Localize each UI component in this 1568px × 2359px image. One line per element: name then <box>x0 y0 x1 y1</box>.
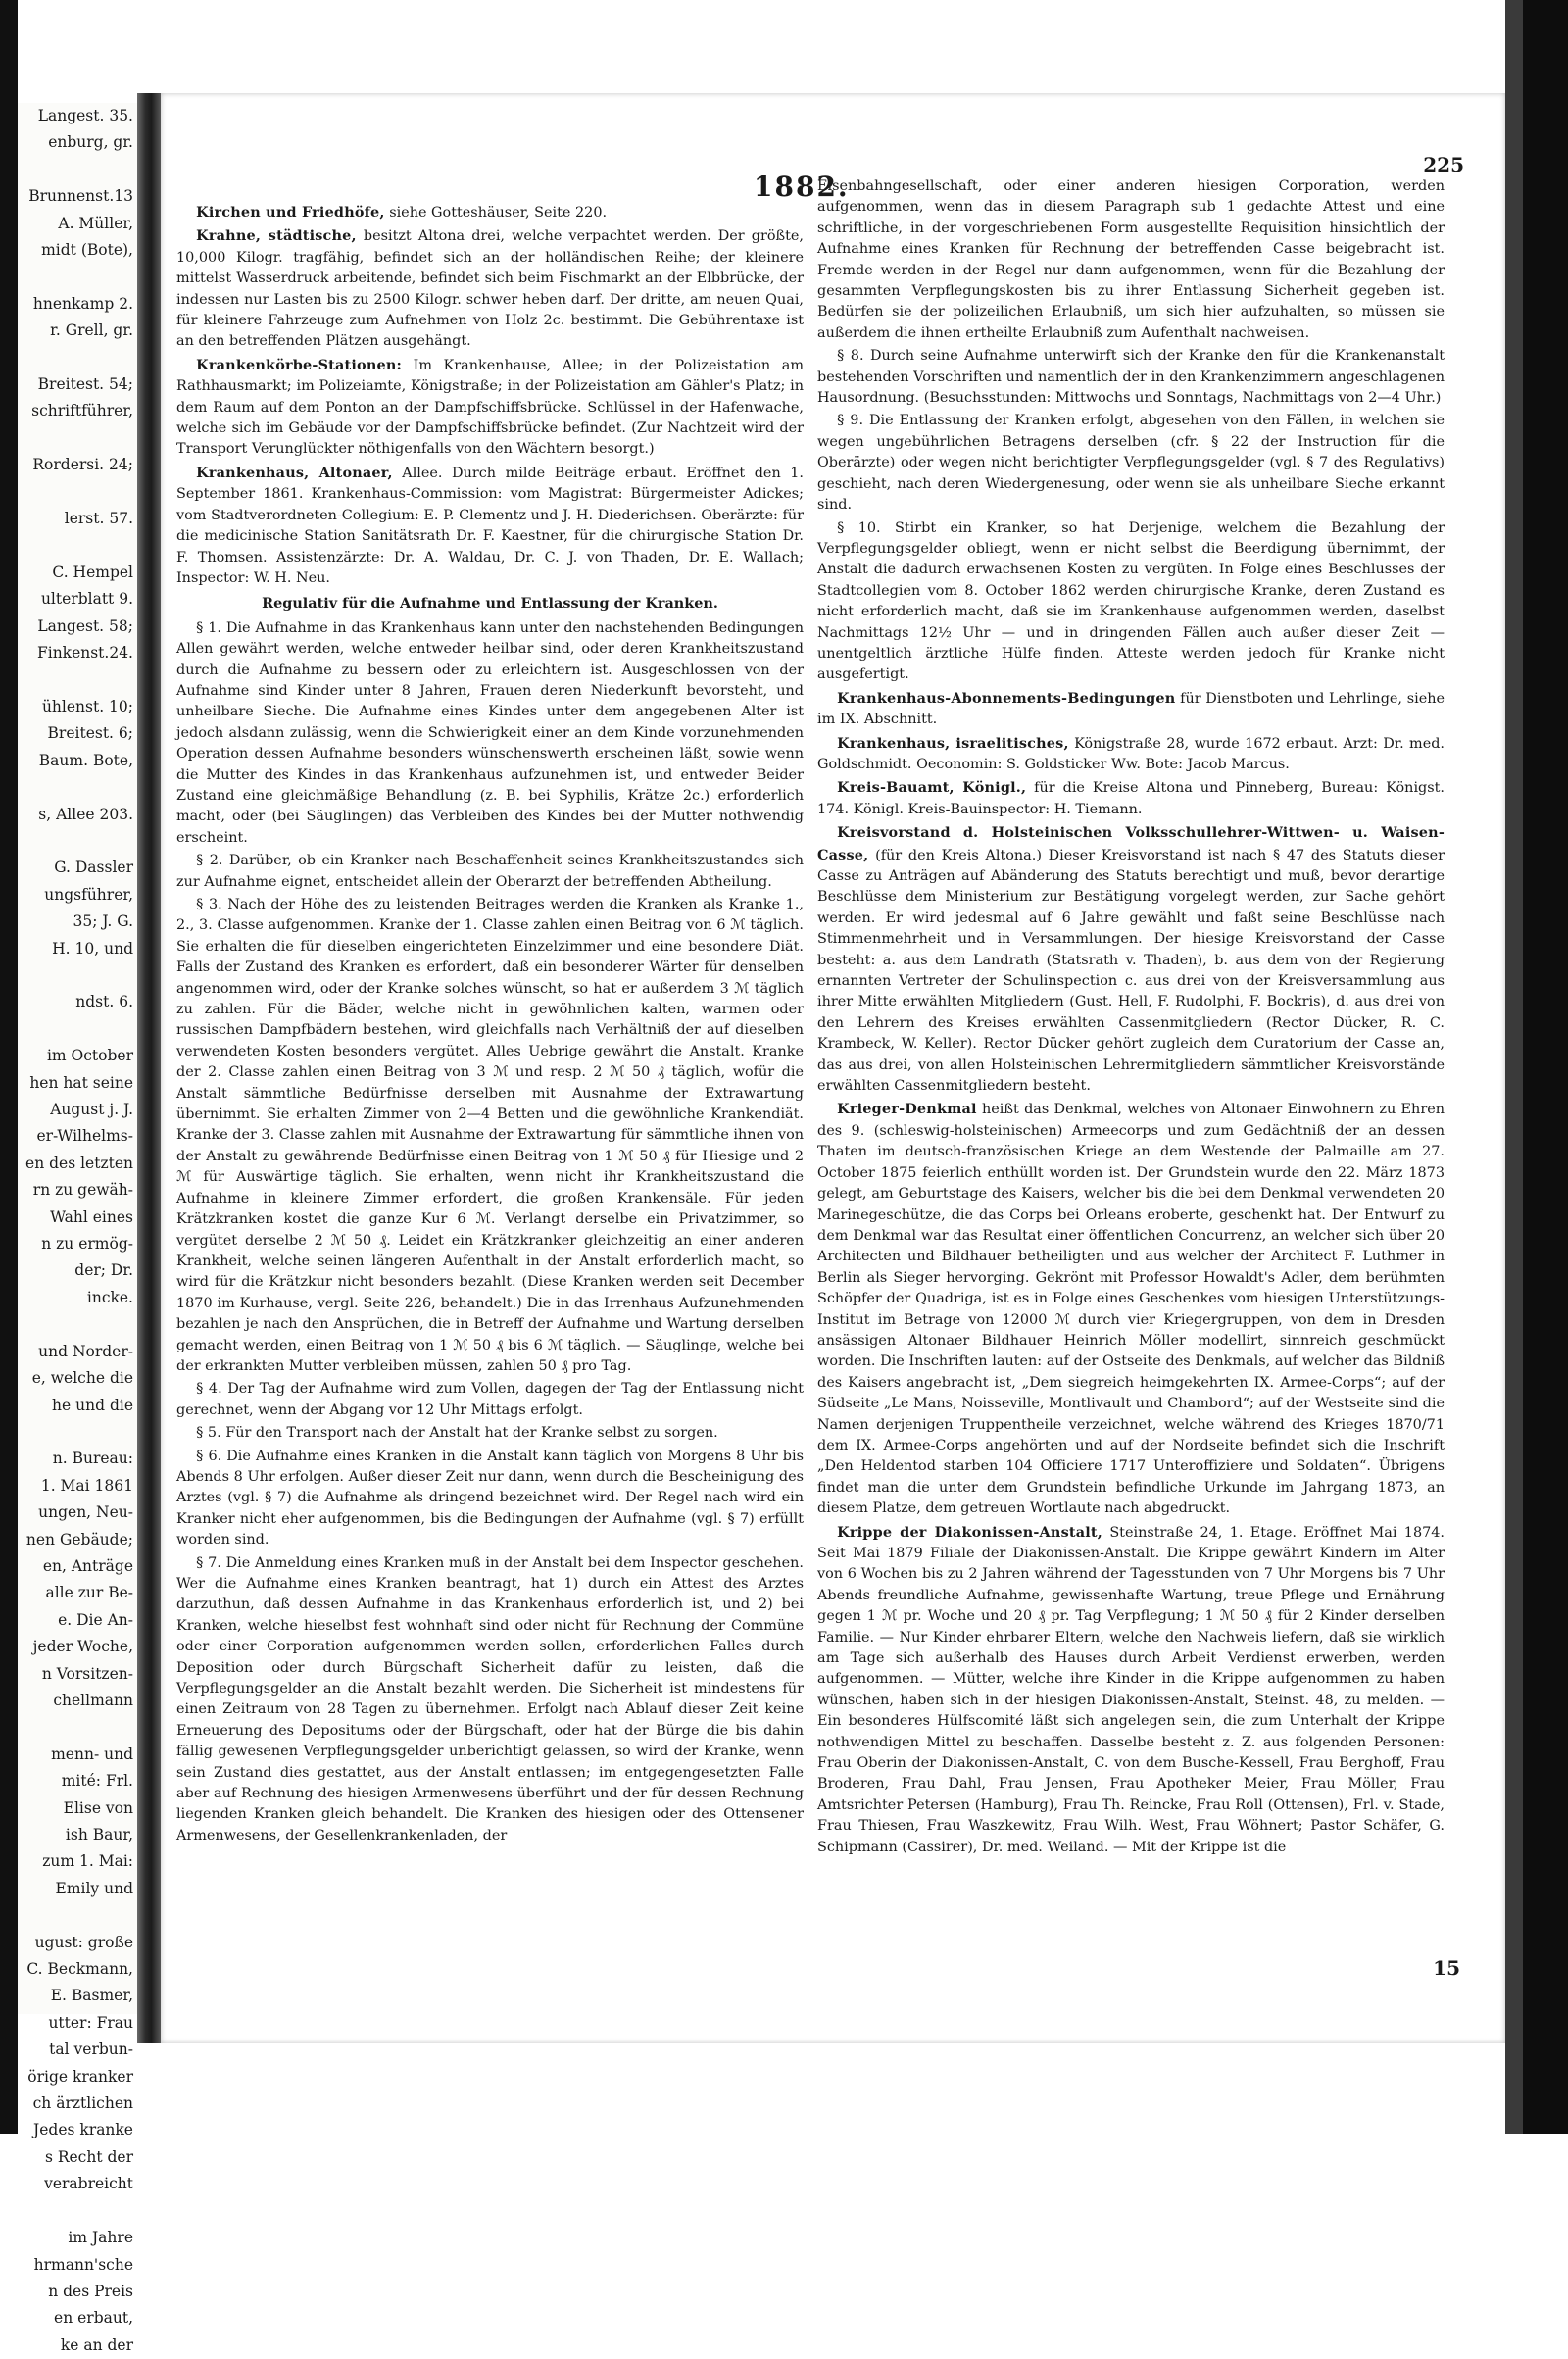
previous-page-line <box>18 962 137 989</box>
previous-page-line <box>18 774 137 801</box>
entry-text: Königstraße 28, wurde 1672 erbaut. Arzt: Dr. med. Goldschmidt. Oeconomin: S. Goldsticker Ww. Bote: Jacob Marcus. <box>817 735 1445 772</box>
right-column <box>817 176 1445 1860</box>
directory-entry <box>176 355 804 461</box>
entry-text: § 10. Stirbt ein Kranker, so hat Derjenige, welchem die Bezahlung der Verpflegungsgelder obliegt, wenn er nicht selbst die Beerdigung übernimmt, der Anstalt die dadurch erwachsenen Kosten zu vergüten. In Folge eines Beschlusses der Stadtcollegien vom 8. October 1862 werden chirurgische Kranke, deren Zustand es nicht erforderlich macht, daß sie im Krankenhause aufgenommen werden, daselbst Nachmittags 12½ Uhr — und in dringenden Fällen auch außer dieser Zeit — unentgeltlich ärztliche Hülfe finden. Atteste werden jedoch für Kranke nicht ausgefertigt. <box>817 519 1445 683</box>
previous-page-line: ish Baur, <box>65 1826 133 1843</box>
entry-text: § 3. Nach der Höhe des zu leistenden Beitrages werden die Kranken als Kranke 1., 2., 3. Classe aufgenommen. Kranke der 1. Classe zahlen einen Beitrag von 6 ℳ täglich. Sie erhalten die für dieselben eingerichteten Einzelzimmer und eine besondere Diät. Falls der Zustand des Kranken es erfordert, daß ein besonderer Wärter für denselben angenommen wird, oder der Kranke solches wünscht, so hat er außerdem 3 ℳ täglich zu zahlen. Für die Bäder, welche nicht in gewöhnlichen kalten, warmen oder russischen Dampfbädern bestehen, wird gleichfalls nach Verhältniß der auf dieselben verwendeten Kosten besonders vergütet. Alles Uebrige gewährt die Anstalt. Kranke der 2. Classe zahlen einen Beitrag von 3 ℳ und resp. 2 ℳ 50 ₰ täglich, wofür die Anstalt sämmtliche Bedürfnisse derselben mit Ausnahme der Extrawartung übernimmt. Sie erhalten Zimmer von 2—4 Betten und die gewöhnliche Krankendiät. Kranke der 3. Classe zahlen mit Ausnahme der Extrawartung für sämmtliche ihnen von der Anstalt zu gewährende Bedürfnisse einen Beitrag von 1 ℳ 50 ₰ für Hiesige und 2 ℳ für Auswärtige täglich. Sie erhalten, wenn nicht ihr Krankheitszustand die Aufnahme in kleinere Zimmer erfordert, die großen Krankensäle. Für jeden Krätzkranken kostet die ganze Kur 6 ℳ. Verlangt derselbe ein Privatzimmer, so vergütet derselbe 2 ℳ 50 ₰. Leidet ein Krätzkranker gleichzeitig an einer anderen Krankheit, welche seinen längeren Aufenthalt in der Anstalt erforderlich macht, so wird für die Krätzkur nicht besonders bezahlt. (Diese Kranken werden seit December 1870 im Kurhause, vergl. Seite 226, behandelt.) Die in das Irrenhaus Aufzunehmenden bezahlen je nach den Ansprüchen, die in Betreff der Aufnahme und Wartung derselben gemacht werden, einen Beitrag von 1 ℳ 50 ₰ bis 6 ℳ täglich. — Säuglinge, welche bei der erkrankten Mutter verbleiben müssen, zahlen 50 ₰ pro Tag. <box>176 897 804 1374</box>
previous-page-line: Baum. Bote, <box>38 751 133 769</box>
paragraph <box>176 1447 804 1551</box>
previous-page-line <box>18 264 137 290</box>
entry-heading: Krankenhaus, Altonaer, <box>196 464 393 481</box>
previous-page-line: G. Dassler <box>54 859 133 877</box>
previous-page-line: Finkenst.24. <box>36 644 133 663</box>
previous-page-line: hnenkamp 2. <box>32 294 133 313</box>
entry-heading: Kirchen und Friedhöfe, <box>196 204 385 221</box>
previous-page-line: menn- und <box>51 1745 133 1763</box>
entry-text: für Dienstboten und Lehrlinge, siehe im IX. Abschnitt. <box>817 690 1445 728</box>
previous-page-line <box>18 667 137 694</box>
entry-text: heißt das Denkmal, welches von Altonaer Einwohnern zu Ehren des 9. (schleswig-holsteinischen) Armeecorps und zum Gedächtniß der an dessen Thaten im deutsch-französischen Kriege an dem Westende der Palmaille am 27. October 1875 feierlich enthüllt worden ist. Der Grundstein wurde den 22. März 1873 gelegt, am Geburtstage des Kaisers, welcher bis die bei dem Denkmal verwendeten 20 Marinegeschütze, die das Corps bei Orleans eroberte, geschenkt hat. Der Entwurf zu dem Denkmal war das Resultat einer öffentlichen Concurrenz, an welcher sich über 20 Architecten und Bildhauer betheiligten und aus welcher der Architect F. Luthmer in Berlin als Sieger hervorging. Gekrönt mit Professor Howaldt's Adler, dem berühmten Schöpfer der Quadriga, ist es in Folge eines Geschenkes vom hiesigen Unterstützungs-Institut im Betrage von 12000 ℳ durch vier Kriegergruppen, von dem in Dresden ansässigen Altonaer Bildhauer Heinrich Möller modellirt, sinnreich geschmückt worden. Die Inschriften lauten: auf der Ostseite des Denkmals, auf welcher das Bildniß des Kaisers angebracht ist, „Dem siegreich heimgekehrten IX. Armee-Corps“; auf der Südseite „Le Mans, Noisseville, Montlivault und Chambord“; auf der Westseite sind die Namen derjenigen Truppentheile verzeichnet, welche während des Krieges 1870/71 dem IX. Armee-Corps angehörten und auf der Nordseite befindet sich die Inschrift „Den Heldentod starben 104 Officiere 1717 Unteroffiziere und Soldaten“. Übrigens findet man die unter dem Grundstein befindliche Urkunde im Jahrgang 1873, an diesem Platze, dem getreuen Wortlaute nach abgedruckt. <box>817 1102 1445 1517</box>
paragraph <box>176 618 804 849</box>
previous-page-line: enburg, gr. <box>48 133 133 152</box>
entry-text: § 7. Die Anmeldung eines Kranken muß in der Anstalt bei dem Inspector geschehen. Wer die Aufnahme eines Kranken beantragt, hat 1) durch ein Attest des Arztes darzuthun, daß dessen Aufnahme in das Krankenhaus erforderlich ist, und 2) bei Kranken, welche hieselbst fest wohnhaft sind oder nicht für Rechnung der Commüne oder einer Corporation aufgenommen werden sollen, erforderlichen Falles durch Deposition oder durch Bürgschaft Sicherheit dafür zu leisten, daß die Verpflegungsgelder an die Anstalt bezahlt werden. Die Sicherheit ist mindestens für einen Zeitraum von 28 Tagen zu übernehmen. Erfolgt nach Ablauf dieser Zeit keine Erneuerung des Depositums oder der Bürgschaft, oder hat der Bürge die bis dahin fällig gewesenen Verpflegungsgelder unberichtigt gelassen, so wird der Kranke, wenn sein Zustand dies gestattet, aus der Anstalt entlassen; im entgegengesetzten Falle aber auf Rechnung des hiesigen Armenwesens überführt und der für dessen Rechnung liegenden Kranken gleich behandelt. Die Kranken des hiesigen oder des Ottensener Armenwesens, der Gesellenkrankenladen, der <box>176 1554 804 1843</box>
entry-text: § 4. Der Tag der Aufnahme wird zum Vollen, dagegen der Tag der Entlassung nicht gerechnet, wenn der Abgang vor 12 Uhr Mittags erfolgt. <box>176 1381 804 1418</box>
entry-text: Steinstraße 24, 1. Etage. Eröffnet Mai 1874. Seit Mai 1879 Filiale der Diakonissen-Anstalt. Die Krippe gewährt Kindern im Alter von 6 Wochen bis zu 2 Jahren während der Tagesstunden von 7 Uhr Morgens bis 7 Uhr Abends freundliche Aufnahme, gewissenhafte Wartung, treue Pflege und Ernährung gegen 1 ℳ pr. Woche und 20 ₰ pr. Tag Verpflegung; 1 ℳ 50 ₰ für 2 Kinder derselben Familie. — Nur Kinder ehrbarer Eltern, welche den Nachweis liefern, daß sie wirklich am Tage sich außerhalb des Hauses durch Arbeit Verdienst erwerben, werden aufgenommen. — Mütter, welche ihre Kinder in die Krippe aufgenommen zu haben wünschen, haben sich in der hiesigen Diakonissen-Anstalt, Steinst. 48, zu melden. — Ein besonderes Hülfscomité läßt sich angelegen sein, die zum Unterhalt der Krippe nothwendigen Mittel zu beschaffen. Dasselbe besteht z. Z. aus folgenden Personen: Frau Oberin der Diakonissen-Anstalt, C. von dem Busche-Kessell, Frau Berghoff, Frau Broderen, Frau Dahl, Frau Jensen, Frau Apotheker Meier, Frau Möller, Frau Amtsrichter Petersen (Hamburg), Frau Th. Reincke, Frau Roll (Ottensen), Frl. v. Stade, Frau Thiesen, Frau Waszkewitz, Frau Wilh. West, Frau Wöhnert; Pastor Schäfer, G. Schipmann (Cassirer), Dr. med. Weiland. — Mit der Krippe ist die <box>817 1524 1445 1855</box>
entry-text: für die Kreise Altona und Pinneberg, Bureau: Königst. 174. Königl. Kreis-Bauinspector: H. Tiemann. <box>817 780 1446 817</box>
entry-heading: Krankenhaus, israelitisches, <box>837 734 1069 752</box>
previous-page-line: rn zu gewäh- <box>32 1181 133 1200</box>
previous-page-line: 35; J. G. <box>73 912 133 931</box>
previous-page-line: August j. J. <box>50 1101 133 1119</box>
previous-page-line: n des Preis <box>48 2282 133 2300</box>
entry-text: Im Krankenhause, Allee; in der Polizeistation am Rathhausmarkt; im Polizeiamte, Königstraße; in der Polizeistation am Gähler's Platz; in dem Raum auf dem Ponton an der Dampfschiffsbrücke. Schlüssel in der Hafenwache, welche sich im Gebäude vor der Dampfschiffsbrücke befindet. (Zur Nachtzeit wird der Transport Verunglückter nöthigenfalls von den Wächtern besorgt.) <box>176 357 804 458</box>
previous-page-line: der; Dr. <box>74 1261 133 1280</box>
previous-page-line: incke. <box>86 1288 133 1306</box>
previous-page-line <box>18 425 137 452</box>
previous-page-fragment <box>18 103 137 2354</box>
scan-border-right <box>1505 0 1568 2134</box>
previous-page-line: verabreicht <box>44 2175 133 2193</box>
previous-page-line: n zu ermög- <box>41 1235 133 1253</box>
previous-page-line: Breitest. 54; <box>37 375 133 394</box>
previous-page-line: Langest. 35. <box>37 107 133 124</box>
previous-page-line <box>18 1714 137 1741</box>
previous-page-line: chellmann <box>53 1691 133 1709</box>
previous-page-line: und Norder- <box>38 1342 133 1360</box>
entry-text: siehe Gotteshäuser, Seite 220. <box>384 205 608 221</box>
entry-text: § 5. Für den Transport nach der Anstalt hat der Kranke selbst zu sorgen. <box>196 1425 718 1442</box>
entry-heading: Krankenhaus-Abonnements-Bedingungen <box>837 689 1176 707</box>
previous-page-line: e, welche die <box>31 1369 133 1388</box>
previous-page-line: schriftführer, <box>31 402 133 420</box>
previous-page-line: ke an der <box>60 2335 133 2354</box>
previous-page-line: midt (Bote), <box>41 241 133 260</box>
paragraph <box>176 1379 804 1421</box>
paragraph <box>817 346 1445 409</box>
entry-heading: Kreisvorstand d. Holsteinischen Volksschullehrer-Wittwen- u. Waisen-Casse, <box>817 824 1445 863</box>
previous-page-line: alle zur Be- <box>45 1584 133 1602</box>
previous-page-line: ugust: große <box>34 1933 133 1951</box>
entry-text: besitzt Altona drei, welche verpachtet werden. Der größte, 10,000 Kilogr. tragfähig, befindet sich an der holländischen Reihe; der kleinere mittelst Wasserdruck arbeitende, befindet sich beim Fischmarkt an der Elbbrücke, der indessen nur Lasten bis zu 2500 Kilogr. schwer heben darf. Der dritte, am neuen Quai, für kleinere Fahrzeuge zum Aufnehmen von Holz 2c. bestimmt. Die Gebührentaxe ist an den betreffenden Plätzen ausgehängt. <box>176 228 804 350</box>
paragraph <box>176 1553 804 1847</box>
entry-text: § 9. Die Entlassung der Kranken erfolgt, abgesehen von den Fällen, in welchen sie wegen ungebührlichen Betragens derselben (cfr. § 22 der Instruction für die Oberärzte) oder wegen nicht berichtigter Verpflegungsgelder (vgl. § 7 des Regulativs) geschieht, nach deren Wiedergenesung, oder wenn sie als unheilbare Sieche erkannt sind. <box>817 413 1445 514</box>
entry-text: Eisenbahngesellschaft, oder einer anderen hiesigen Corporation, werden aufgenommen, wenn das in diesem Paragraph sub 1 gedachte Attest und eine schriftliche, in der vorgeschriebenen Form ausgestellte Requisition hinsichtlich der Aufnahme eines Kranken für Rechnung der betreffenden Casse beigebracht ist. Fremde werden in der Regel nur dann aufgenommen, wenn für die Bezahlung der gesammten Verpflegungskosten bis zu ihrer Entlassung Sicherheit gegeben ist. Bedürfen sie der polizeilichen Erlaubniß, um sich hier aufzuhalten, so müssen sie außerdem die ihnen ertheilte Erlaubniß zum Aufenthalt nachweisen. <box>817 178 1445 341</box>
previous-page-line: s, Allee 203. <box>38 805 133 823</box>
left-column <box>176 202 804 1848</box>
previous-page-line: er-Wilhelms- <box>36 1127 133 1146</box>
book-gutter <box>137 93 161 2043</box>
entry-text: § 6. Die Aufnahme eines Kranken in die Anstalt kann täglich von Morgens 8 Uhr bis Abends 8 Uhr erfolgen. Außer dieser Zeit nur dann, wenn durch die Bescheinigung des Arztes (vgl. § 7) die Aufnahme als dringend bezeichnet wird. Der Regel nach wird ein Kranker nicht eher aufgenommen, bis die Bedingungen der Aufnahme (vgl. § 7) erfüllt worden sind. <box>176 1448 804 1548</box>
previous-page-line: hen hat seine <box>29 1073 133 1092</box>
previous-page-line <box>18 345 137 371</box>
previous-page-line: Jedes kranke <box>33 2121 133 2139</box>
paragraph <box>817 176 1445 344</box>
previous-page-line: ndst. 6. <box>75 993 133 1011</box>
page <box>161 137 1472 1999</box>
previous-page-line: C. Beckmann, <box>26 1960 133 1979</box>
previous-page-line: Rordersi. 24; <box>32 456 133 474</box>
entry-text: § 1. Die Aufnahme in das Krankenhaus kann unter den nachstehenden Bedingungen Allen gewährt werden, welche entweder heilbar sind, oder deren Krankheitszustand durch die Aufnahme zu bessern oder zu erleichtern ist. Ausgeschlossen von der Aufnahme sind Kinder unter 8 Jahren, Frauen deren Niederkunft bevorsteht, und unheilbare Sieche. Die Aufnahme eines Kindes unter dem angegebenen Alter ist jedoch alsdann zulässig, wenn die Schwierigkeit einer an dem Kinde vorzunehmenden Operation dessen Aufnahme besonders wünschenswerth erscheinen läßt, sowie wenn die Mutter des Kindes in das Krankenhaus aufzunehmen ist, und entweder Beider Zustand eine gleichmäßige Behandlung (z. B. bei Syphilis, Krätze 2c.) erforderlich macht, oder (bei Säuglingen) das Verbleiben des Kindes bei der Mutter nothwendig erscheint. <box>176 619 804 846</box>
previous-page-line: Elise von <box>63 1798 133 1817</box>
previous-page-line <box>18 828 137 855</box>
previous-page-line <box>18 1902 137 1929</box>
previous-page-line: tal verbun- <box>49 2040 133 2059</box>
previous-page-line: Langest. 58; <box>37 616 133 635</box>
entry-text: (für den Kreis Altona.) Dieser Kreisvorstand ist nach § 47 des Statuts dieser Casse zu Anträgen auf Abänderung des Statuts berechtigt und muß, bevor derartige Beschlüsse dem Ministerium zur Bestätigung vorgelegt werden, zur Sache gehört werden. Er wird jedesmal auf 6 Jahre gewählt und faßt seine Beschlüsse nach Stimmenmehrheit und in Versammlungen. Der hiesige Kreisvorstand der Casse besteht: a. aus dem Landrath (Statsrath v. Thaden), b. aus dem von der Regierung ernannten Vertreter der Schulinspection c. aus drei von der Kreisversammlung aus ihrer Mitte erwählten Mitgliedern (Gust. Hell, F. Rudolphi, F. Bockris), d. aus drei von den Lehrern des Kreises erwählten Cassenmitgliedern (Rector Dücker, R. C. Krambeck, W. Keller). Rector Dücker gehört zugleich dem Curatorium der Casse an, das aus drei, von allen Holsteinischen Lehrermitgliedern sämmtlicher Kreisvorstände erwählten Cassenmitgliedern besteht. <box>817 847 1445 1095</box>
entry-text: Allee. Durch milde Beiträge erbaut. Eröffnet den 1. September 1861. Krankenhaus-Commission: vom Magistrat: Bürgermeister Adickes; vom Stadtverordneten-Collegium: E. P. Clementz und J. H. Diederichsen. Oberärzte: für die medicinische Station Sanitätsrath Dr. F. Kaestner, für die chirurgische Station Dr. F. Thomsen. Assistenzärzte: Dr. A. Waldau, Dr. C. J. von Thaden, Dr. E. Wallach; Inspector: W. H. Neu. <box>176 465 805 586</box>
entry-heading: Krippe der Diakonissen-Anstalt, <box>837 1523 1102 1541</box>
previous-page-line: e. Die An- <box>58 1610 133 1629</box>
paragraph <box>176 851 804 893</box>
previous-page-line: 1. Mai 1861 <box>40 1476 133 1495</box>
previous-page-line: im Jahre <box>68 2229 133 2247</box>
previous-page-line: en, Anträge <box>42 1556 133 1575</box>
previous-page-line: A. Müller, <box>58 214 133 232</box>
previous-page-line: s Recht der <box>44 2147 133 2166</box>
directory-entry <box>817 822 1445 1097</box>
previous-page-line: utter: Frau <box>48 2013 133 2032</box>
previous-page-line: Emily und <box>55 1879 133 1897</box>
directory-entry <box>176 202 804 223</box>
directory-entry <box>817 688 1445 731</box>
previous-page-line: örige kranker <box>27 2067 133 2086</box>
entry-text: § 8. Durch seine Aufnahme unterwirft sich der Kranke den für die Krankenanstalt bestehenden Vorschriften und namentlich der in den Krankenzimmern angeschlagenen Hausordnung. (Besuchsstunden: Mittwochs und Sonntags, Nachmittags von 2—4 Uhr.) <box>817 348 1445 407</box>
previous-page-line: mité: Frl. <box>61 1772 133 1791</box>
directory-entry <box>817 733 1445 776</box>
previous-page-line <box>18 1311 137 1338</box>
directory-entry <box>176 463 804 589</box>
directory-entry <box>817 777 1445 820</box>
previous-page-line <box>18 533 137 560</box>
directory-entry <box>176 225 804 352</box>
previous-page-line: Wahl eines <box>50 1207 133 1226</box>
previous-page-line <box>18 479 137 506</box>
page-number: 225 <box>1423 153 1464 176</box>
paragraph <box>176 1423 804 1444</box>
previous-page-line: jeder Woche, <box>32 1638 133 1656</box>
previous-page-line: r. Grell, gr. <box>50 321 133 340</box>
previous-page-line: Breitest. 6; <box>47 724 133 743</box>
previous-page-line: en des letzten <box>25 1154 133 1172</box>
previous-page-line: H. 10, und <box>52 939 133 958</box>
directory-entry <box>817 1099 1445 1519</box>
previous-page-line: ulterblatt 9. <box>40 590 133 609</box>
previous-page-line: he und die <box>52 1396 133 1414</box>
entry-heading: Krankenkörbe-Stationen: <box>196 356 403 373</box>
previous-page-line <box>18 2198 137 2225</box>
previous-page-line: n Vorsitzen- <box>41 1664 133 1683</box>
previous-page-line: nen Gebäude; <box>25 1530 133 1548</box>
previous-page-line: ungen, Neu- <box>38 1503 133 1522</box>
previous-page-line: hrmann'sche <box>33 2255 133 2274</box>
entry-text: § 2. Darüber, ob ein Kranker nach Beschaffenheit seines Krankheitszustandes sich zur Aufnahme eignet, entscheidet allein der Oberarzt der betreffenden Abtheilung. <box>176 853 804 890</box>
paragraph <box>817 518 1445 686</box>
scan-border-left <box>0 0 18 2134</box>
page-header-year: 1882. <box>754 171 850 203</box>
previous-page-line: Brunnenst.13 <box>28 187 133 206</box>
directory-entry <box>817 1522 1445 1859</box>
previous-page-line: en erbaut, <box>54 2309 133 2328</box>
previous-page-line: n. Bureau: <box>52 1450 133 1468</box>
previous-page-line <box>18 1419 137 1446</box>
previous-page-line: ch ärztlichen <box>32 2094 133 2113</box>
previous-page-line: im October <box>46 1047 133 1065</box>
previous-page-line: E. Basmer, <box>50 1987 133 2005</box>
entry-heading: Krahne, städtische, <box>196 227 357 245</box>
entry-heading: Kreis-Bauamt, Königl., <box>837 779 1027 797</box>
previous-page-line: ühlenst. 10; <box>41 697 133 715</box>
previous-page-line <box>18 157 137 183</box>
paragraph <box>817 411 1445 516</box>
previous-page-line <box>18 1016 137 1043</box>
paragraph <box>176 895 804 1377</box>
previous-page-line: lerst. 57. <box>64 510 133 528</box>
entry-heading: Krieger-Denkmal <box>837 1101 977 1118</box>
previous-page-line: zum 1. Mai: <box>42 1852 133 1871</box>
printer-signature: 15 <box>1433 1956 1460 1980</box>
previous-page-line: C. Hempel <box>52 563 133 581</box>
section-title: Regulativ für die Aufnahme und Entlassung der Kranken. <box>262 595 718 613</box>
page-edge <box>1505 0 1523 2134</box>
previous-page-line: ungsführer, <box>44 885 133 904</box>
